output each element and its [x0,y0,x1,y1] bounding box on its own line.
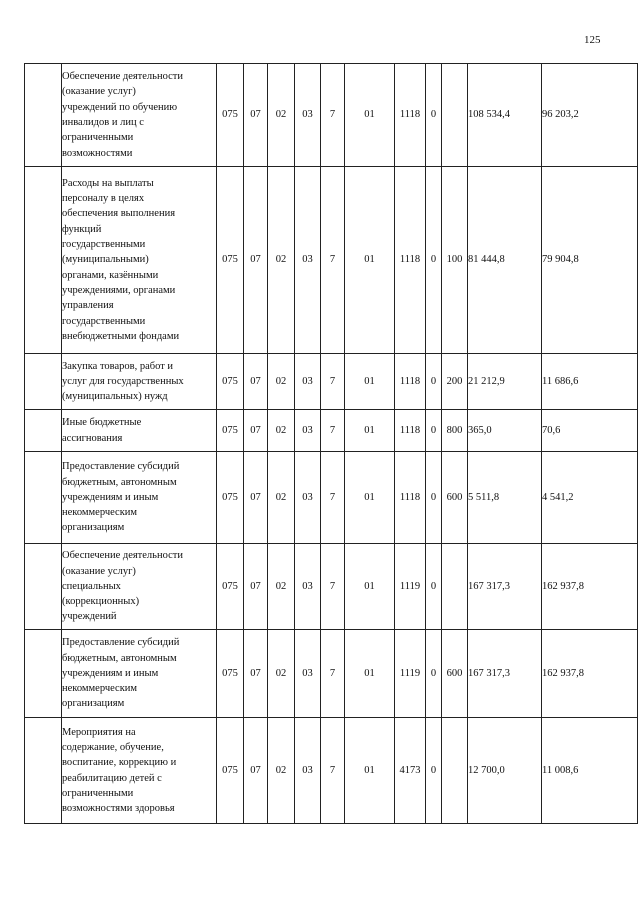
row-name-line: (муниципальных) нужд [62,391,168,403]
row-name-line: учреждениями, органами [62,284,176,296]
row-name-line: функций [62,223,102,235]
cell-c4: 1118 [395,167,426,354]
cell-c1: 03 [295,544,321,630]
row-name-line: государственными [62,239,146,251]
cell-c1: 03 [295,354,321,410]
row-name-line: реабилитацию детей с [62,772,162,784]
row-name-line: Предоставление субсидий [62,637,180,649]
cell-c3: 01 [345,167,395,354]
cell-c5: 0 [426,452,442,544]
row-name-line: специальных [62,580,121,592]
row-name-cell [62,718,217,824]
cell-c2: 7 [321,718,345,824]
cell-c4: 1118 [395,64,426,167]
table-row [25,64,638,167]
cell-ved: 075 [217,410,244,452]
row-name-line: (оказание услуг) [62,565,136,577]
cell-sum1: 108 534,4 [468,64,542,167]
row-name-line: (оказание услуг) [62,86,136,98]
table-row [25,410,638,452]
table-row [25,630,638,718]
row-name-line: государственными [62,315,146,327]
row-index-cell [25,544,62,630]
table-row [25,544,638,630]
row-name-line: ограниченными [62,132,134,144]
cell-pr: 02 [268,354,295,410]
row-name-line: внебюджетными фондами [62,330,180,342]
row-name-line: организациям [62,522,125,534]
cell-c2: 7 [321,354,345,410]
row-name-line: Обеспечение деятельности [62,550,183,562]
cell-pr: 02 [268,167,295,354]
cell-c3: 01 [345,64,395,167]
cell-sum2: 162 937,8 [542,544,638,630]
cell-c5: 0 [426,354,442,410]
cell-c5: 0 [426,410,442,452]
row-name-line: услуг для государственных [62,375,184,387]
row-name-line: возможностями [62,147,133,159]
cell-rz: 07 [244,452,268,544]
row-index-cell [25,167,62,354]
cell-rz: 07 [244,544,268,630]
cell-c4: 1118 [395,410,426,452]
row-name-line: Закупка товаров, работ и [62,360,174,372]
row-name-line: учреждений [62,611,117,623]
cell-c4: 1119 [395,630,426,718]
cell-c5: 0 [426,64,442,167]
cell-c1: 03 [295,64,321,167]
cell-c2: 7 [321,64,345,167]
row-name-cell [62,354,217,410]
row-name-cell [62,630,217,718]
row-name-line: инвалидов и лиц с [62,117,144,128]
row-name-cell [62,452,217,544]
row-name-line: воспитание, коррекцию и [62,757,177,769]
cell-pr: 02 [268,630,295,718]
cell-ved: 075 [217,630,244,718]
cell-c5: 0 [426,167,442,354]
cell-ved: 075 [217,452,244,544]
row-name-line: содержание, обучение, [62,741,164,753]
row-index-cell [25,718,62,824]
cell-vr [442,718,468,824]
cell-c1: 03 [295,630,321,718]
cell-c2: 7 [321,452,345,544]
row-name-line: некоммерческим [62,507,138,519]
cell-sum2: 11 686,6 [542,354,638,410]
row-name-line: организациям [62,698,125,710]
row-name-line: ассигнования [62,432,123,444]
cell-vr [442,544,468,630]
cell-c1: 03 [295,718,321,824]
row-name-line: персоналу в целях [62,193,145,205]
row-name-line: органами, казёнными [62,269,159,281]
row-index-cell [25,630,62,718]
cell-c2: 7 [321,544,345,630]
row-name-line: (коррекционных) [62,596,140,608]
row-name-line: (муниципальными) [62,254,149,266]
cell-c4: 1118 [395,452,426,544]
cell-c4: 1119 [395,544,426,630]
cell-sum2: 4 541,2 [542,452,638,544]
cell-c2: 7 [321,630,345,718]
cell-c4: 4173 [395,718,426,824]
cell-pr: 02 [268,64,295,167]
cell-c3: 01 [345,544,395,630]
row-name-line: Расходы на выплаты [62,177,154,189]
cell-pr: 02 [268,718,295,824]
page-number: 125 [584,34,601,46]
cell-ved: 075 [217,64,244,167]
row-name-line: Обеспечение деятельности [62,71,183,83]
cell-sum1: 365,0 [468,410,542,452]
budget-table [24,63,638,824]
row-index-cell [25,410,62,452]
table-body [25,64,638,824]
row-name-cell [62,167,217,354]
cell-rz: 07 [244,718,268,824]
cell-vr: 600 [442,452,468,544]
cell-pr: 02 [268,452,295,544]
cell-sum2: 11 008,6 [542,718,638,824]
row-index-cell [25,354,62,410]
cell-vr: 200 [442,354,468,410]
cell-c3: 01 [345,718,395,824]
table-row [25,354,638,410]
cell-c4: 1118 [395,354,426,410]
row-name-cell [62,410,217,452]
cell-c3: 01 [345,630,395,718]
row-index-cell [25,452,62,544]
cell-ved: 075 [217,718,244,824]
row-name-line: обеспечения выполнения [62,208,176,220]
row-name-line: бюджетным, автономным [62,476,177,488]
cell-c3: 01 [345,410,395,452]
row-name-cell [62,64,217,167]
row-name-line: Иные бюджетные [62,417,142,429]
cell-c3: 01 [345,354,395,410]
row-name-line: ограниченными [62,787,134,799]
cell-sum1: 5 511,8 [468,452,542,544]
cell-ved: 075 [217,544,244,630]
cell-ved: 075 [217,354,244,410]
cell-sum1: 167 317,3 [468,630,542,718]
cell-c5: 0 [426,718,442,824]
cell-sum2: 96 203,2 [542,64,638,167]
row-name-cell [62,544,217,630]
cell-vr: 100 [442,167,468,354]
row-index-cell [25,64,62,167]
row-name-line: учреждениям и иным [62,667,159,679]
cell-pr: 02 [268,544,295,630]
cell-c5: 0 [426,544,442,630]
cell-c1: 03 [295,410,321,452]
cell-c1: 03 [295,452,321,544]
cell-c2: 7 [321,167,345,354]
cell-sum1: 81 444,8 [468,167,542,354]
cell-vr [442,64,468,167]
table-row [25,452,638,544]
row-name-line: учреждениям и иным [62,491,159,503]
row-name-line: учреждений по обучению [62,101,178,113]
row-name-line: управления [62,300,114,312]
table-row [25,718,638,824]
row-name-line: Предоставление субсидий [62,461,180,473]
cell-rz: 07 [244,167,268,354]
cell-rz: 07 [244,64,268,167]
row-name-line: возможностями здоровья [62,803,175,815]
cell-sum2: 79 904,8 [542,167,638,354]
cell-rz: 07 [244,354,268,410]
cell-c3: 01 [345,452,395,544]
row-name-line: некоммерческим [62,683,138,695]
table-row [25,167,638,354]
cell-rz: 07 [244,410,268,452]
row-name-line: бюджетным, автономным [62,652,177,664]
row-name-line: Мероприятия на [62,726,136,738]
cell-c1: 03 [295,167,321,354]
cell-sum2: 70,6 [542,410,638,452]
cell-c5: 0 [426,630,442,718]
cell-vr: 600 [442,630,468,718]
cell-sum1: 167 317,3 [468,544,542,630]
cell-rz: 07 [244,630,268,718]
cell-vr: 800 [442,410,468,452]
cell-pr: 02 [268,410,295,452]
cell-ved: 075 [217,167,244,354]
cell-sum2: 162 937,8 [542,630,638,718]
cell-c2: 7 [321,410,345,452]
cell-sum1: 12 700,0 [468,718,542,824]
cell-sum1: 21 212,9 [468,354,542,410]
